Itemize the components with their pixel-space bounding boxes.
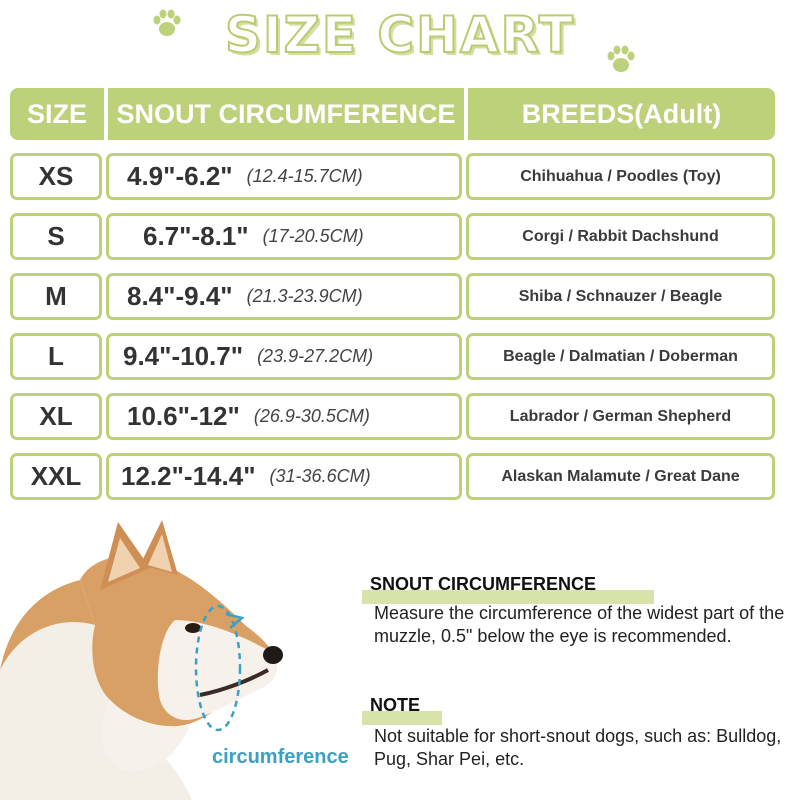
table-row [10, 453, 775, 500]
measurement-cell [106, 393, 462, 440]
table-row [10, 333, 775, 380]
breeds-cell: Beagle / Dalmatian / Doberman [466, 333, 775, 380]
header-snout-circumference: SNOUT CIRCUMFERENCE [108, 88, 468, 140]
table-header [10, 88, 775, 140]
breeds-cell: Chihuahua / Poodles (Toy) [466, 153, 775, 200]
cm-range: (31-36.6CM) [269, 466, 371, 486]
cm-range: (26.9-30.5CM) [253, 406, 370, 426]
size-cell: XS [10, 153, 102, 200]
table-row [10, 273, 775, 320]
cm-range: (21.3-23.9CM) [246, 286, 363, 306]
header-breeds: BREEDS(Adult) [521, 98, 722, 129]
measurement-cell [106, 333, 462, 380]
inch-range: 6.7"-8.1" [143, 221, 249, 251]
cm-range: (17-20.5CM) [262, 226, 364, 246]
breeds-cell: Labrador / German Shepherd [466, 393, 775, 440]
measurement-cell [106, 213, 462, 260]
measurement-cell [106, 273, 462, 320]
size-table [10, 88, 775, 500]
size-cell: S [10, 213, 102, 260]
inch-range: 8.4"-9.4" [127, 281, 233, 311]
snout-text: Measure the circumference of the widest part of the muzzle, 0.5" below the eye is recommended. [374, 603, 785, 646]
paw-icon [604, 42, 638, 76]
table-row [10, 393, 775, 440]
cm-range: (23.9-27.2CM) [257, 346, 374, 366]
size-cell: XL [10, 393, 102, 440]
table-row [10, 213, 775, 260]
header-size: SIZE [10, 88, 108, 140]
page-title: SIZE CHART [224, 6, 576, 64]
measurement-cell [106, 153, 462, 200]
inch-range: 9.4"-10.7" [123, 341, 244, 371]
inch-range: 12.2"-14.4" [121, 461, 256, 491]
circumference-label: circumference [212, 746, 349, 768]
size-cell: XXL [10, 453, 102, 500]
size-cell: L [10, 333, 102, 380]
size-cell: M [10, 273, 102, 320]
breeds-cell: Alaskan Malamute / Great Dane [466, 453, 775, 500]
breeds-cell: Corgi / Rabbit Dachshund [466, 213, 775, 260]
snout-title: SNOUT CIRCUMFERENCE [370, 574, 597, 594]
breeds-cell: Shiba / Schnauzer / Beagle [466, 273, 775, 320]
table-row [10, 153, 775, 200]
cm-range: (12.4-15.7CM) [246, 166, 363, 186]
note-title: NOTE [370, 695, 421, 715]
paw-icon [150, 6, 184, 40]
inch-range: 4.9"-6.2" [127, 161, 233, 191]
inch-range: 10.6"-12" [127, 401, 240, 431]
note-text: Not suitable for short-snout dogs, such as: Bulldog, Pug, Shar Pei, etc. [374, 726, 782, 769]
measurement-cell [106, 453, 462, 500]
